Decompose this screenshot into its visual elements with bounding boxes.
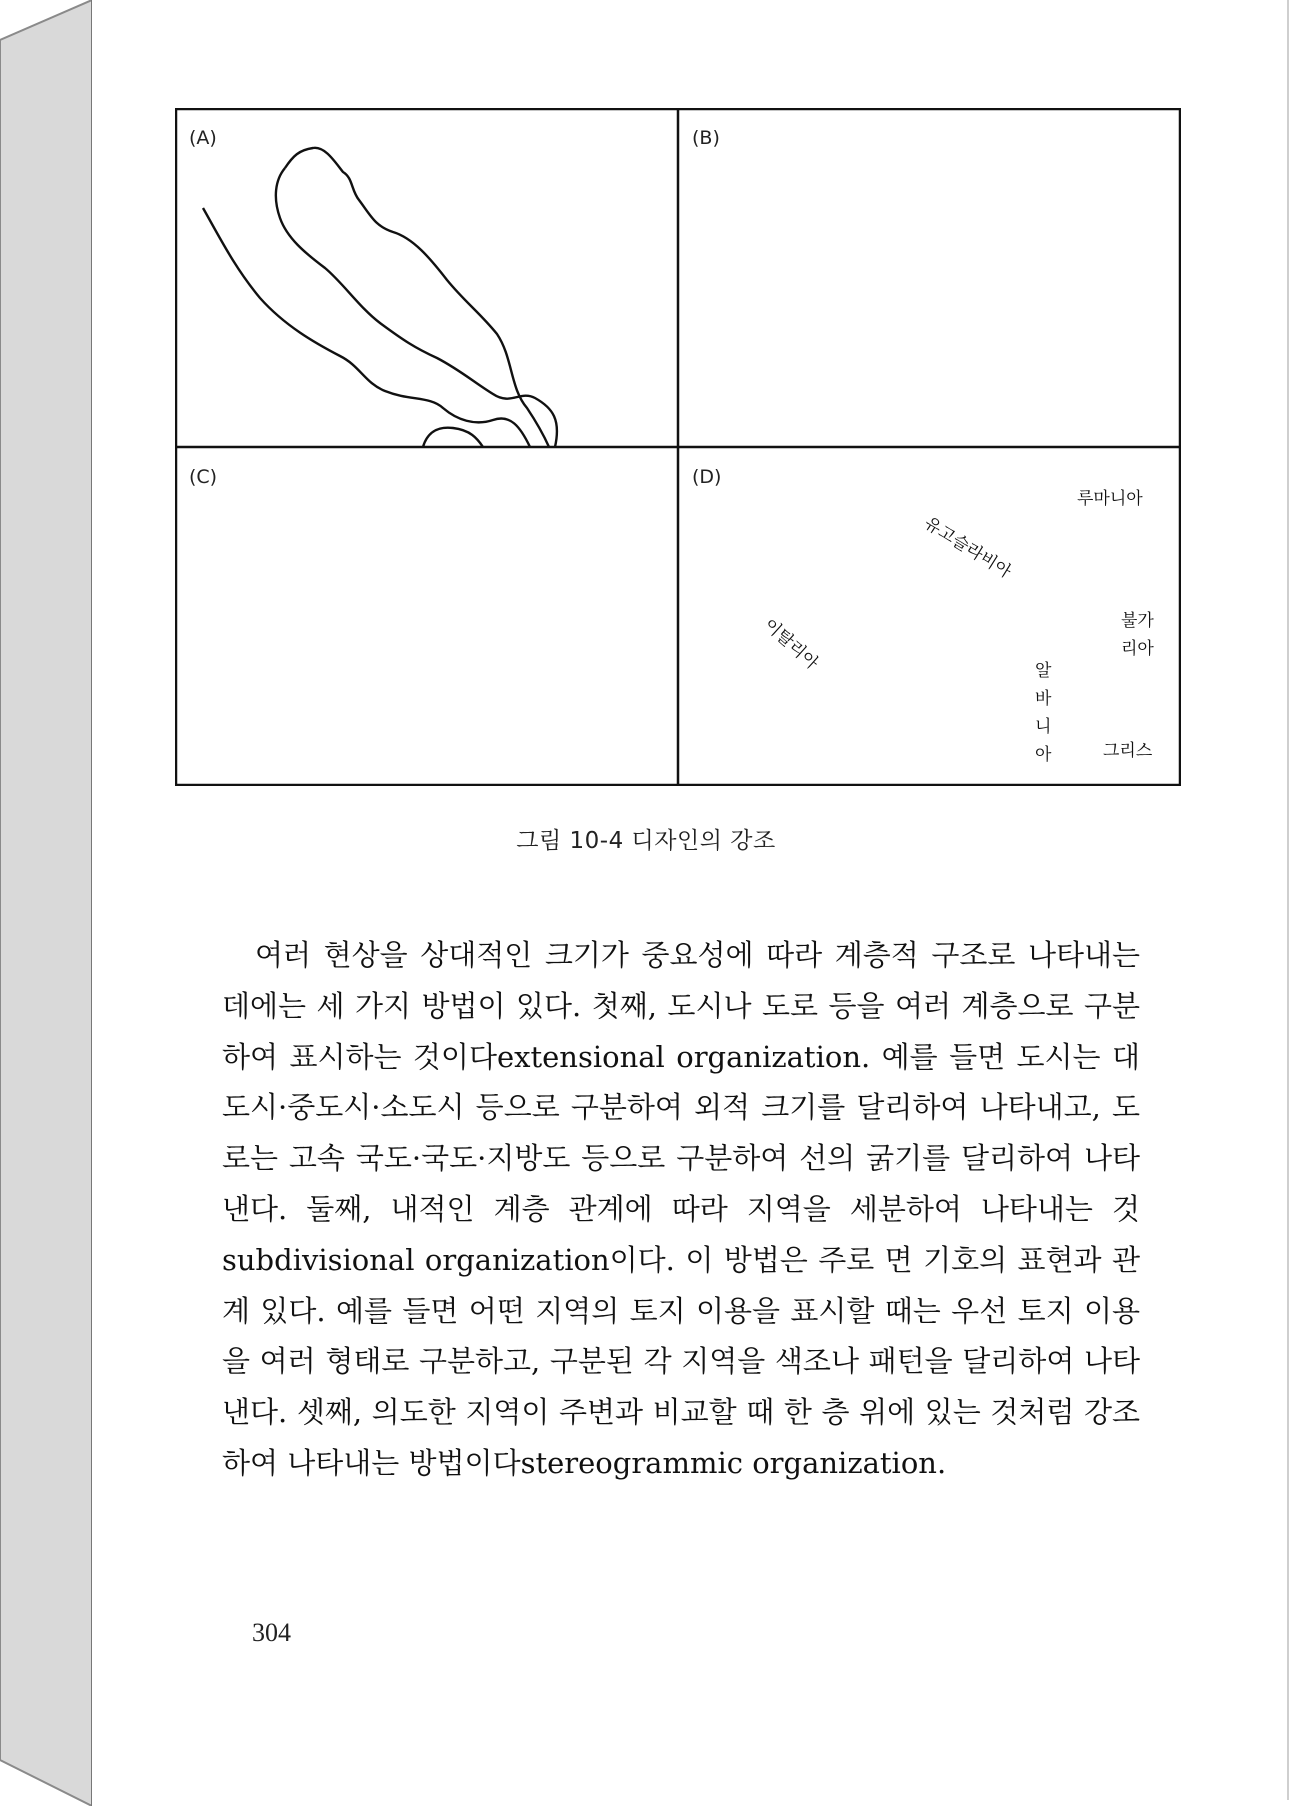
panel-a-map — [175, 108, 678, 447]
label-greece: 그리스 — [1103, 741, 1153, 761]
label-bulgaria-2: 리아 — [1121, 639, 1154, 659]
page-number: 304 — [252, 1618, 291, 1647]
panel-b-map — [678, 108, 1181, 447]
label-albania-1: 알 — [1035, 661, 1052, 681]
body-paragraph: 여러 현상을 상대적인 크기가 중요성에 따라 계층적 구조로 나타내는 데에는 세 가지 방법이 있다. 첫째, 도시나 도로 등을 여러 계층으로 구분하여 표시하는 것이다extensional organization. 예를 들면 도시는 대도시·중도시·소도시 등으로 구분하여 외적 크기를 달리하여 나타내고, 도로는 고속 국도·국도·지방도 등으로 구분하여 선의 굵기를 달리하여 나타낸다. 둘째, 내적인 계층 관계에 따라 지역을 세분하여 나타내는 것subdivisional organization이다. 이 방법은 주로 면 기호의 표현과 관계 있다. 예를 들면 어떤 지역의 토지 이용을 표시할 때는 우선 토지 이용을 여러 형태로 구분하고, 구분된 각 지역을 색조나 패턴을 달리하여 나타낸다. 셋째, 의도한 지역이 주변과 비교할 때 한 층 위에 있는 것처럼 강조하여 나타내는 방법이다stereogrammic organization. — [222, 938, 1140, 1480]
label-bulgaria-1: 불가 — [1121, 611, 1154, 631]
body-text — [222, 930, 1140, 1489]
label-albania-2: 바 — [1035, 689, 1052, 709]
figure-caption: 그림 10-4 디자인의 강조 — [516, 828, 776, 854]
panel-label-d: (D) — [692, 466, 722, 488]
panel-c-map — [175, 447, 678, 786]
figure-10-4 — [175, 108, 1181, 786]
label-romania: 루마니아 — [1077, 489, 1143, 509]
panel-label-b: (B) — [692, 127, 720, 149]
label-albania-4: 아 — [1035, 745, 1052, 765]
label-albania-3: 니 — [1035, 717, 1052, 737]
label-yugoslavia: 유고슬라비아 — [920, 513, 1015, 583]
label-italy: 이탈리아 — [759, 614, 822, 674]
panel-label-a: (A) — [189, 127, 217, 149]
panel-label-c: (C) — [189, 466, 218, 488]
book-spine — [0, 0, 92, 1806]
